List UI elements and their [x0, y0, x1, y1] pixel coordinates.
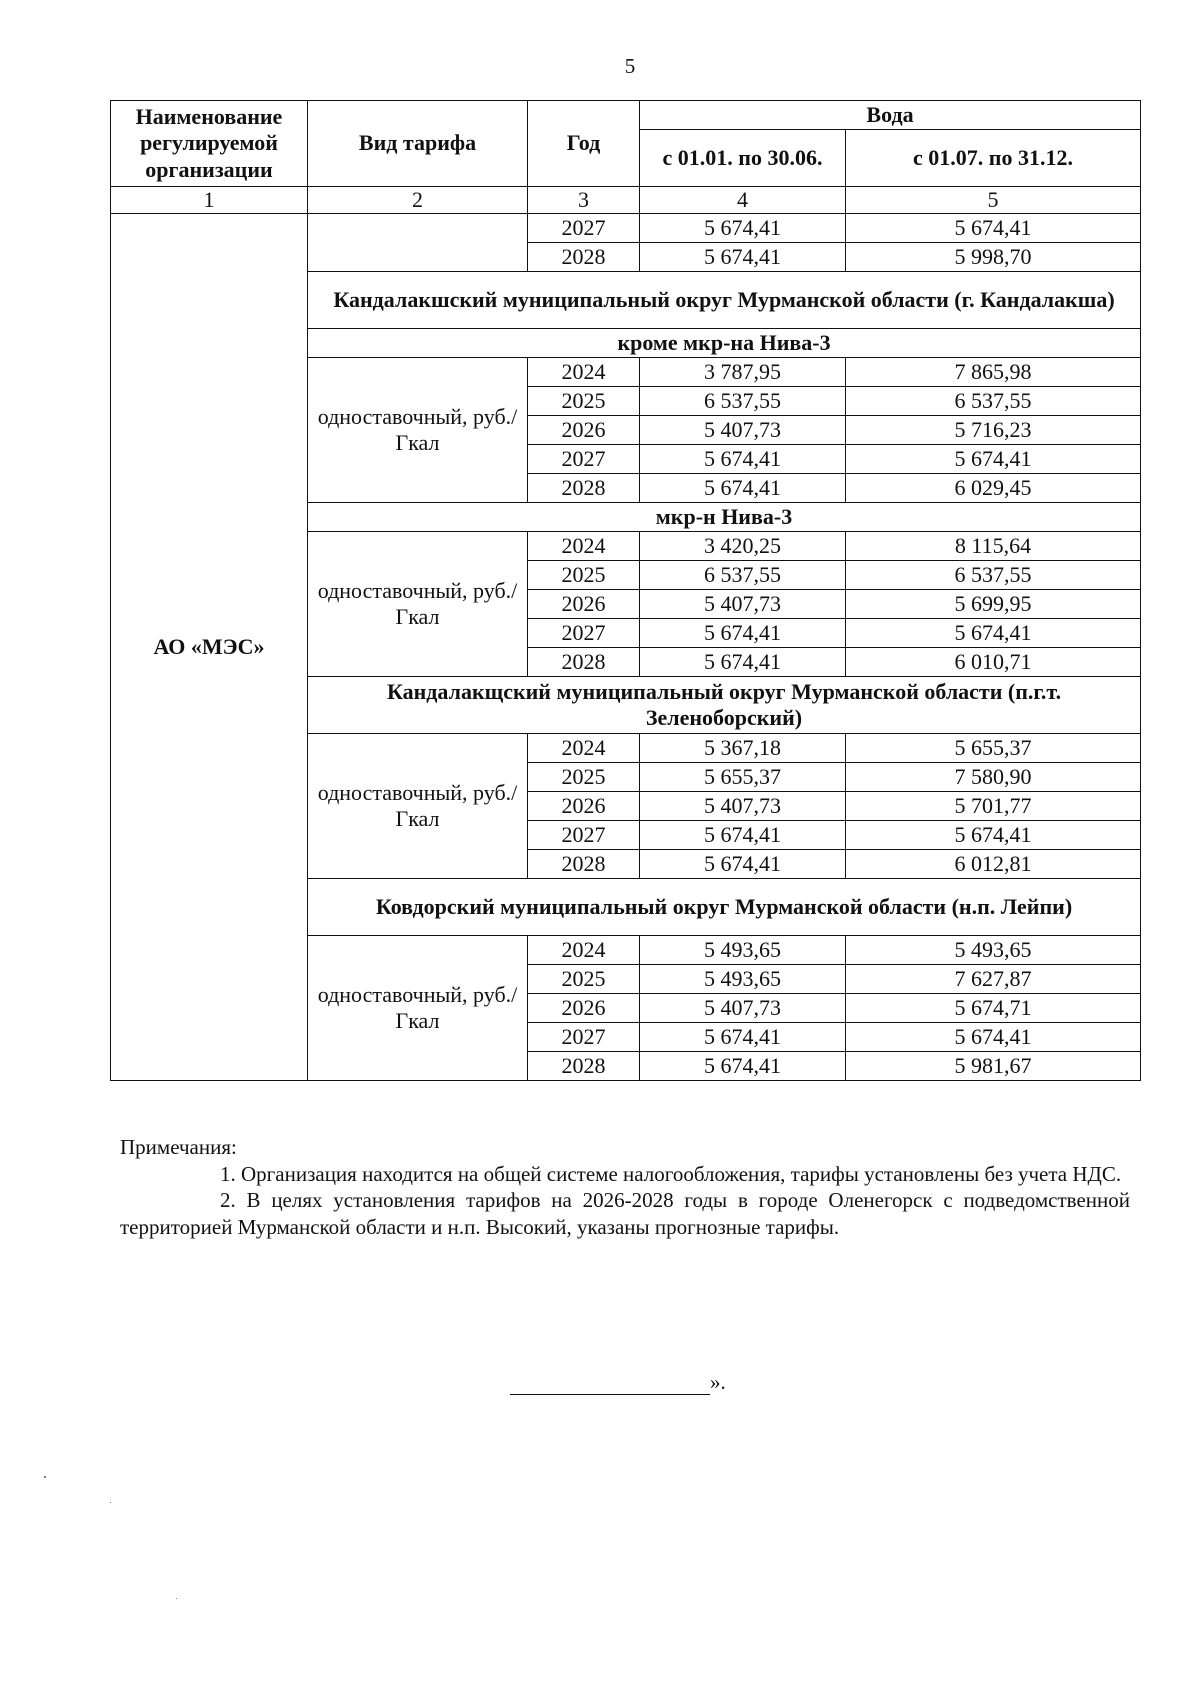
year-cell: 2024 [528, 358, 640, 387]
note-item: 1. Организация находится на общей системе налогообложения, тарифы установлены без учета НДС. [220, 1161, 1122, 1186]
organization-cell: АО «МЭС» [111, 214, 308, 1081]
value-first-half: 6 537,55 [640, 387, 846, 416]
column-number: 2 [308, 187, 528, 214]
header-year: Год [528, 101, 640, 187]
year-cell: 2024 [528, 734, 640, 763]
section-title: Кандалакщский муниципальный округ Мурманской области (п.г.т. Зеленоборский) [308, 677, 1141, 734]
column-number: 3 [528, 187, 640, 214]
year-cell: 2025 [528, 387, 640, 416]
year-cell: 2028 [528, 243, 640, 272]
value-first-half: 5 493,65 [640, 965, 846, 994]
value-second-half: 5 699,95 [846, 590, 1141, 619]
value-first-half: 3 787,95 [640, 358, 846, 387]
year-cell: 2026 [528, 994, 640, 1023]
year-cell: 2026 [528, 792, 640, 821]
year-cell: 2028 [528, 1052, 640, 1081]
value-second-half: 5 674,41 [846, 619, 1141, 648]
value-first-half: 5 674,41 [640, 474, 846, 503]
column-number-row [111, 187, 1141, 214]
year-cell: 2025 [528, 763, 640, 792]
notes [120, 1134, 1130, 1241]
value-first-half: 5 493,65 [640, 936, 846, 965]
year-cell: 2028 [528, 850, 640, 879]
tariff-table [110, 100, 1141, 1081]
value-first-half: 5 407,73 [640, 590, 846, 619]
value-first-half: 5 674,41 [640, 1023, 846, 1052]
notes-heading: Примечания: [120, 1135, 237, 1159]
column-number: 1 [111, 187, 308, 214]
header-second-half: с 01.07. по 31.12. [846, 130, 1141, 187]
value-second-half: 8 115,64 [846, 532, 1141, 561]
value-second-half: 6 029,45 [846, 474, 1141, 503]
signature-line [510, 1376, 710, 1395]
value-second-half: 5 674,41 [846, 445, 1141, 474]
scan-speck [176, 1598, 177, 1599]
year-cell: 2026 [528, 590, 640, 619]
year-cell: 2027 [528, 619, 640, 648]
value-first-half: 5 674,41 [640, 243, 846, 272]
year-cell: 2027 [528, 821, 640, 850]
year-cell: 2025 [528, 561, 640, 590]
header-first-half: с 01.01. по 30.06. [640, 130, 846, 187]
section-title: Кандалакшский муниципальный округ Мурманской области (г. Кандалакша) [308, 272, 1141, 329]
tariff-type-cell [308, 214, 528, 272]
year-cell: 2026 [528, 416, 640, 445]
column-number: 5 [846, 187, 1141, 214]
value-second-half: 5 674,41 [846, 1023, 1141, 1052]
value-second-half: 5 998,70 [846, 243, 1141, 272]
tariff-type-cell: одноставочный, руб./Гкал [308, 532, 528, 677]
data-row [111, 214, 1141, 243]
value-first-half: 5 674,41 [640, 619, 846, 648]
note-item: 2. В целях установления тарифов на 2026-2028 годы в городе Оленегорск с подведомственной территорией Мурманской области и н.п. Высокий, указаны прогнозные тарифы. [120, 1188, 1130, 1239]
tariff-type-cell: одноставочный, руб./Гкал [308, 734, 528, 879]
year-cell: 2027 [528, 445, 640, 474]
value-second-half: 7 865,98 [846, 358, 1141, 387]
tariff-table-body [111, 101, 1141, 1081]
header-row [111, 101, 1141, 130]
value-second-half: 6 010,71 [846, 648, 1141, 677]
year-cell: 2027 [528, 214, 640, 243]
value-second-half: 5 716,23 [846, 416, 1141, 445]
closing-mark [510, 1370, 726, 1395]
column-number: 4 [640, 187, 846, 214]
value-first-half: 5 407,73 [640, 416, 846, 445]
value-second-half: 5 674,41 [846, 821, 1141, 850]
value-second-half: 5 981,67 [846, 1052, 1141, 1081]
value-second-half: 5 493,65 [846, 936, 1141, 965]
value-first-half: 5 407,73 [640, 994, 846, 1023]
tariff-type-cell: одноставочный, руб./Гкал [308, 358, 528, 503]
tariff-type-cell: одноставочный, руб./Гкал [308, 936, 528, 1081]
value-first-half: 5 674,41 [640, 445, 846, 474]
value-first-half: 5 674,41 [640, 214, 846, 243]
scan-speck [44, 1476, 46, 1478]
year-cell: 2027 [528, 1023, 640, 1052]
year-cell: 2024 [528, 532, 640, 561]
value-second-half: 5 674,41 [846, 214, 1141, 243]
value-second-half: 7 627,87 [846, 965, 1141, 994]
year-cell: 2028 [528, 474, 640, 503]
year-cell: 2025 [528, 965, 640, 994]
value-second-half: 6 537,55 [846, 561, 1141, 590]
value-first-half: 5 367,18 [640, 734, 846, 763]
value-second-half: 5 674,71 [846, 994, 1141, 1023]
year-cell: 2028 [528, 648, 640, 677]
value-second-half: 5 655,37 [846, 734, 1141, 763]
value-first-half: 5 674,41 [640, 1052, 846, 1081]
section-title: Ковдорский муниципальный округ Мурманской области (н.п. Лейпи) [308, 879, 1141, 936]
value-second-half: 6 012,81 [846, 850, 1141, 879]
header-water-group: Вода [640, 101, 1141, 130]
value-second-half: 7 580,90 [846, 763, 1141, 792]
section-subtitle: кроме мкр-на Нива-3 [308, 329, 1141, 358]
value-first-half: 5 674,41 [640, 648, 846, 677]
closing-quote: ». [710, 1370, 726, 1394]
scan-speck [110, 1502, 111, 1503]
value-first-half: 6 537,55 [640, 561, 846, 590]
value-first-half: 5 407,73 [640, 792, 846, 821]
year-cell: 2024 [528, 936, 640, 965]
value-first-half: 5 674,41 [640, 821, 846, 850]
page-number: 5 [624, 54, 636, 78]
value-first-half: 5 674,41 [640, 850, 846, 879]
value-second-half: 5 701,77 [846, 792, 1141, 821]
value-second-half: 6 537,55 [846, 387, 1141, 416]
section-title: мкр-н Нива-3 [308, 503, 1141, 532]
value-first-half: 3 420,25 [640, 532, 846, 561]
value-first-half: 5 655,37 [640, 763, 846, 792]
header-organization: Наименование регулируемой организации [111, 101, 308, 187]
header-tariff-type: Вид тарифа [308, 101, 528, 187]
